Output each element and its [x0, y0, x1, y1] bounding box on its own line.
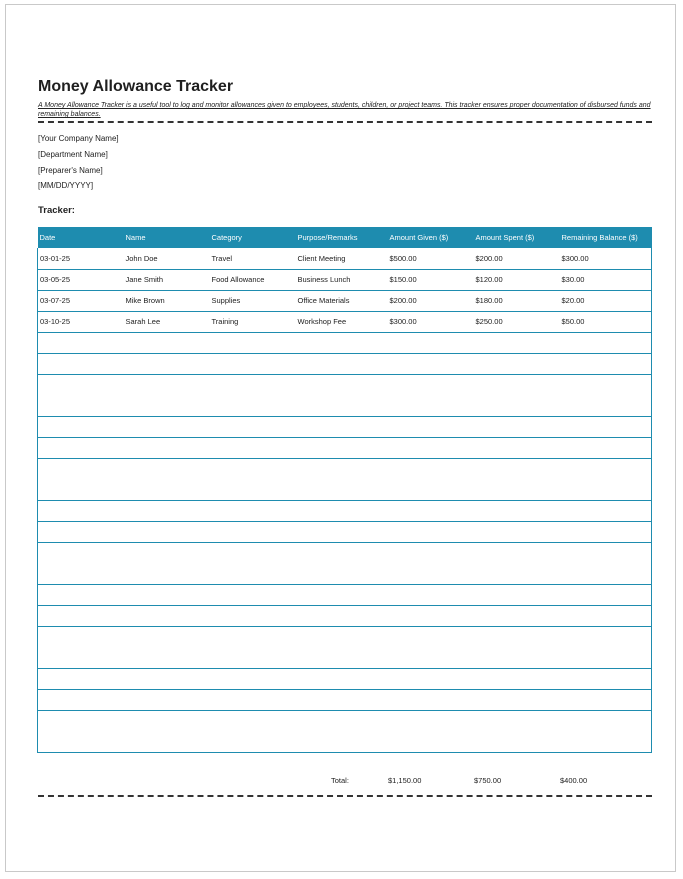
- cell-amount-spent: $180.00: [474, 290, 560, 311]
- cell-remaining-balance: $30.00: [560, 269, 652, 290]
- company-name: [Your Company Name]: [38, 134, 119, 143]
- cell-amount-given: $150.00: [388, 269, 474, 290]
- cell-remaining-balance: $20.00: [560, 290, 652, 311]
- tracker-label: Tracker:: [38, 205, 75, 216]
- cell-purpose: Workshop Fee: [296, 311, 388, 332]
- cell-name: Sarah Lee: [124, 311, 210, 332]
- empty-row: [38, 437, 652, 458]
- cell-amount-given: $300.00: [388, 311, 474, 332]
- cell-amount-spent: $200.00: [474, 248, 560, 269]
- col-header-remaining-balance: Remaining Balance ($): [560, 227, 652, 248]
- cell-category: Training: [210, 311, 296, 332]
- page-title: Money Allowance Tracker: [38, 78, 234, 95]
- cell-date: 03-01-25: [38, 248, 124, 269]
- cell-name: Jane Smith: [124, 269, 210, 290]
- table-row: [38, 290, 652, 311]
- total-amount-spent: $750.00: [474, 776, 502, 785]
- empty-row: [38, 689, 652, 710]
- divider-bottom: [38, 795, 652, 797]
- cell-remaining-balance: $50.00: [560, 311, 652, 332]
- col-header-category: Category: [210, 227, 296, 248]
- empty-row: [38, 374, 652, 416]
- empty-row: [38, 542, 652, 584]
- empty-row: [38, 353, 652, 374]
- empty-row: [38, 584, 652, 605]
- divider-top: [38, 121, 652, 123]
- col-header-date: Date: [38, 227, 124, 248]
- empty-row: [38, 416, 652, 437]
- table-row: [38, 311, 652, 332]
- cell-purpose: Office Materials: [296, 290, 388, 311]
- cell-amount-given: $200.00: [388, 290, 474, 311]
- cell-category: Travel: [210, 248, 296, 269]
- tracker-table: [37, 227, 652, 753]
- description: A Money Allowance Tracker is a useful tool to log and monitor allowances given to employees, students, children, or project teams. This tracker ensures proper documentation of disbursed funds and remaining balances.: [38, 102, 651, 118]
- total-amount-given: $1,150.00: [388, 776, 422, 785]
- empty-row: [38, 710, 652, 752]
- empty-row: [38, 521, 652, 542]
- cell-date: 03-10-25: [38, 311, 124, 332]
- empty-row: [38, 458, 652, 500]
- cell-purpose: Business Lunch: [296, 269, 388, 290]
- cell-amount-spent: $120.00: [474, 269, 560, 290]
- empty-row: [38, 500, 652, 521]
- department-name: [Department Name]: [38, 150, 108, 159]
- col-header-amount-given: Amount Given ($): [388, 227, 474, 248]
- cell-date: 03-05-25: [38, 269, 124, 290]
- empty-row: [38, 668, 652, 689]
- cell-amount-spent: $250.00: [474, 311, 560, 332]
- cell-name: John Doe: [124, 248, 210, 269]
- col-header-amount-spent: Amount Spent ($): [474, 227, 560, 248]
- col-header-purpose: Purpose/Remarks: [296, 227, 388, 248]
- cell-category: Supplies: [210, 290, 296, 311]
- empty-row: [38, 332, 652, 353]
- report-date: [MM/DD/YYYY]: [38, 181, 94, 190]
- preparer-name: [Preparer's Name]: [38, 166, 103, 175]
- col-header-name: Name: [124, 227, 210, 248]
- cell-amount-given: $500.00: [388, 248, 474, 269]
- cell-date: 03-07-25: [38, 290, 124, 311]
- table-header-row: [38, 227, 652, 248]
- total-label: Total:: [331, 776, 349, 785]
- cell-remaining-balance: $300.00: [560, 248, 652, 269]
- empty-row: [38, 605, 652, 626]
- cell-purpose: Client Meeting: [296, 248, 388, 269]
- table-row: [38, 269, 652, 290]
- cell-category: Food Allowance: [210, 269, 296, 290]
- cell-name: Mike Brown: [124, 290, 210, 311]
- empty-row: [38, 626, 652, 668]
- table-row: [38, 248, 652, 269]
- total-remaining-balance: $400.00: [560, 776, 588, 785]
